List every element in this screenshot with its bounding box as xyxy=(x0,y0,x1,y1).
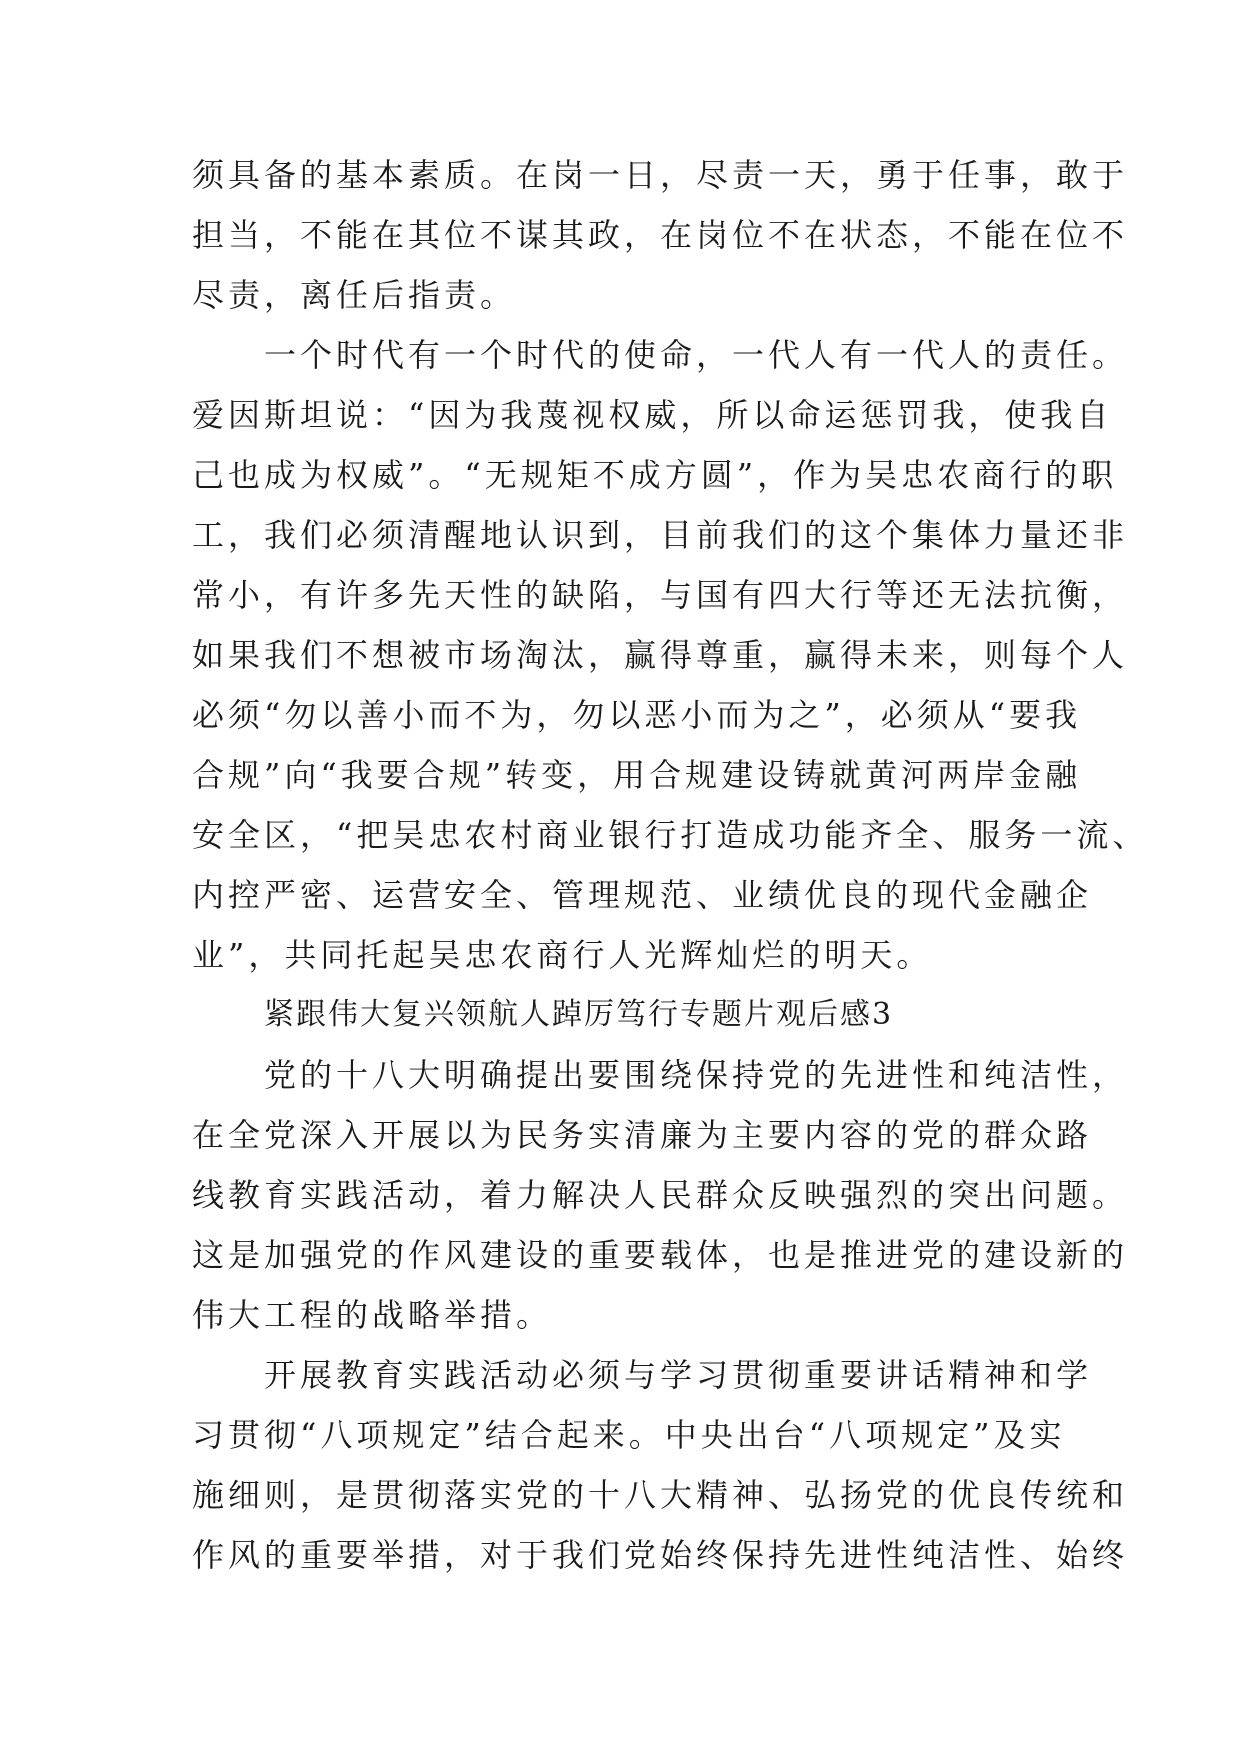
text-line: 必须“勿以善小而不为，勿以恶小而为之”，必须从“要我 xyxy=(192,696,1082,734)
text-line: 习贯彻“八项规定”结合起来。中央出台“八项规定”及实 xyxy=(192,1416,1066,1454)
document-body xyxy=(192,155,1149,1595)
text-line: 己也成为权威”。“无规矩不成方圆”，作为吴忠农商行的职 xyxy=(192,456,1118,494)
text-line: 工，我们必须清醒地认识到，目前我们的这个集体力量还非 xyxy=(192,516,1129,554)
section-heading: 紧跟伟大复兴领航人踔厉笃行专题片观后感3 xyxy=(264,997,894,1032)
text-line: 担当，不能在其位不谋其政，在岗位不在状态，不能在位不 xyxy=(192,216,1129,254)
text-line: 线教育实践活动，着力解决人民群众反映强烈的突出问题。 xyxy=(192,1176,1129,1214)
text-line: 开展教育实践活动必须与学习贯彻重要讲话精神和学 xyxy=(264,1356,1093,1394)
text-line: 须具备的基本素质。在岗一日，尽责一天，勇于任事，敢于 xyxy=(192,156,1129,194)
text-line: 安全区，“把吴忠农村商业银行打造成功能齐全、服务一流、 xyxy=(192,816,1149,854)
text-line: 尽责，离任后指责。 xyxy=(192,276,517,314)
text-line: 在全党深入开展以为民务实清廉为主要内容的党的群众路 xyxy=(192,1116,1093,1154)
text-line: 常小，有许多先天性的缺陷，与国有四大行等还无法抗衡， xyxy=(192,576,1129,614)
text-line: 这是加强党的作风建设的重要载体，也是推进党的建设新的 xyxy=(192,1236,1129,1274)
text-line: 施细则，是贯彻落实党的十八大精神、弘扬党的优良传统和 xyxy=(192,1476,1129,1514)
text-line: 爱因斯坦说：“因为我蔑视权威，所以命运惩罚我，使我自 xyxy=(192,396,1113,434)
text-line: 作风的重要举措，对于我们党始终保持先进性纯洁性、始终 xyxy=(192,1536,1129,1574)
text-line: 业”，共同托起吴忠农商行人光辉灿烂的明天。 xyxy=(192,936,933,974)
text-line: 合规”向“我要合规”转变，用合规建设铸就黄河两岸金融 xyxy=(192,756,1082,794)
text-line: 内控严密、运营安全、管理规范、业绩优良的现代金融企 xyxy=(192,876,1093,914)
text-line: 一个时代有一个时代的使命，一代人有一代人的责任。 xyxy=(264,336,1129,374)
text-line: 伟大工程的战略举措。 xyxy=(192,1296,553,1334)
text-line: 如果我们不想被市场淘汰，赢得尊重，赢得未来，则每个人 xyxy=(192,636,1129,674)
text-line: 党的十八大明确提出要围绕保持党的先进性和纯洁性， xyxy=(264,1056,1129,1094)
